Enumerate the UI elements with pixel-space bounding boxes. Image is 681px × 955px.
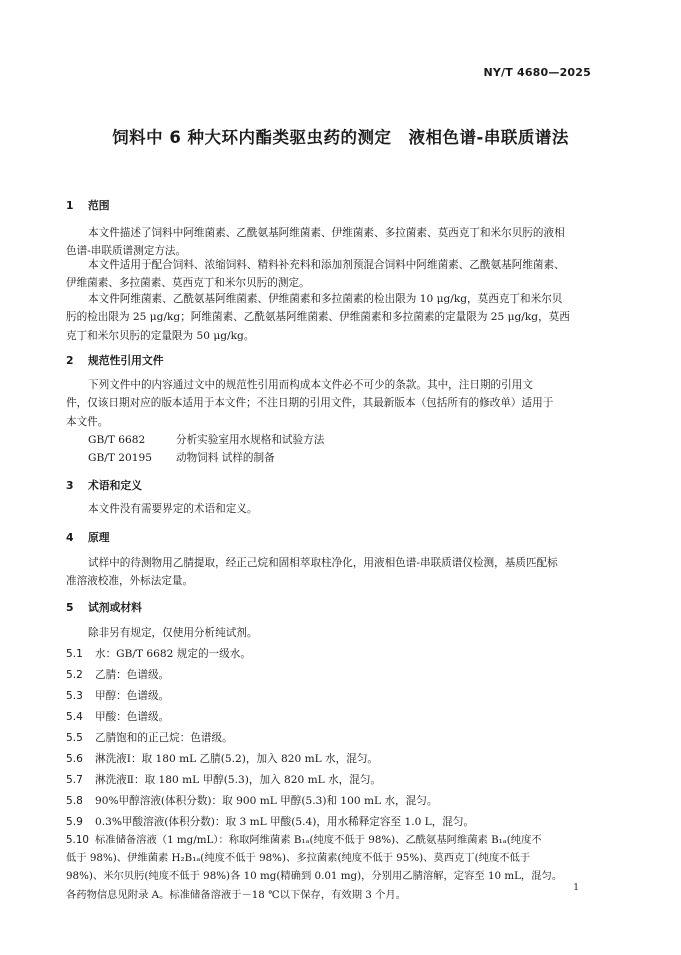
text-line: 标准储备溶液（1 mg/mL）：称取阿维菌素 B₁ₐ(纯度不低于 98%)、乙酰氨基阿维菌素 B₁ₐ(纯度不 bbox=[95, 834, 542, 846]
text-line: 肟的检出限为 25 μg/kg；阿维菌素、乙酰氨基阿维菌素、伊维菌素和多拉菌素的定量限为 25 μg/kg，莫西 bbox=[66, 311, 570, 324]
document-title: 饲料中 6 种大环内酯类驱虫药的测定 液相色谱-串联质谱法 bbox=[112, 128, 569, 147]
reagent-item bbox=[66, 667, 169, 682]
text-line: 本文件没有需要界定的术语和定义。 bbox=[88, 503, 258, 515]
reference-code: GB/T 20195 bbox=[88, 452, 152, 464]
item-text: 淋洗液Ⅱ：取 180 mL 甲醇(5.3)，加入 820 mL 水，混匀。 bbox=[95, 774, 382, 786]
section-title: 试剂或材料 bbox=[88, 601, 142, 614]
reagents-intro bbox=[66, 624, 606, 642]
reference-title: 分析实验室用水规格和试验方法 bbox=[176, 434, 325, 446]
text-line: 伊维菌素、多拉菌素、莫西克丁和米尔贝肟的测定。 bbox=[66, 277, 310, 290]
text-line: 本文件适用于配合饲料、浓缩饲料、精料补充料和添加剂预混合饲料中阿维菌素、乙酰氨基阿维菌素、 bbox=[88, 259, 565, 271]
reagent-item bbox=[66, 772, 381, 787]
section-number: 4 bbox=[66, 531, 74, 544]
item-number: 5.10 bbox=[66, 834, 89, 846]
item-text: 水：GB/T 6682 规定的一级水。 bbox=[95, 648, 251, 660]
section-title: 范围 bbox=[88, 199, 110, 212]
item-text: 90%甲醇溶液(体积分数)：取 900 mL 甲醇(5.3)和 100 mL 水，混匀。 bbox=[95, 795, 438, 807]
section-number: 1 bbox=[66, 199, 74, 212]
section-heading-4 bbox=[66, 530, 110, 545]
section-number: 3 bbox=[66, 479, 74, 492]
text-line: 除非另有规定，仅使用分析纯试剂。 bbox=[88, 627, 258, 639]
item-number: 5.9 bbox=[66, 816, 83, 828]
normative-intro bbox=[66, 376, 606, 431]
section-title: 术语和定义 bbox=[88, 479, 142, 492]
item-text: 乙腈饱和的正己烷：色谱级。 bbox=[95, 732, 233, 744]
text-line: 色谱-串联质谱测定方法。 bbox=[66, 245, 187, 258]
normative-reference bbox=[88, 450, 275, 465]
reagent-item-5-10 bbox=[66, 831, 606, 904]
reagent-item bbox=[66, 730, 233, 745]
item-text: 乙腈：色谱级。 bbox=[95, 669, 170, 681]
section-title: 原理 bbox=[88, 531, 110, 544]
standard-number: NY/T 4680—2025 bbox=[483, 66, 591, 79]
item-number: 5.5 bbox=[66, 732, 83, 744]
section-number: 5 bbox=[66, 601, 74, 614]
reagent-item bbox=[66, 793, 437, 808]
page-number: 1 bbox=[573, 883, 579, 893]
section-number: 2 bbox=[66, 354, 74, 367]
reagent-item bbox=[66, 709, 169, 724]
section-heading-1 bbox=[66, 198, 110, 213]
scope-paragraph-3 bbox=[66, 290, 606, 345]
principle-paragraph bbox=[66, 554, 606, 591]
text-line: 本文件。 bbox=[66, 415, 109, 428]
item-number: 5.1 bbox=[66, 648, 83, 660]
text-line: 准溶液校准，外标法定量。 bbox=[66, 575, 194, 588]
item-number: 5.7 bbox=[66, 774, 83, 786]
reagent-item bbox=[66, 814, 474, 829]
reference-title: 动物饲料 试样的制备 bbox=[176, 452, 275, 464]
item-text: 甲醇：色谱级。 bbox=[95, 690, 170, 702]
reagent-item bbox=[66, 751, 378, 766]
reference-code: GB/T 6682 bbox=[88, 434, 146, 446]
item-text: 甲酸：色谱级。 bbox=[95, 711, 170, 723]
section-heading-5 bbox=[66, 600, 142, 615]
item-number: 5.8 bbox=[66, 795, 83, 807]
item-number: 5.4 bbox=[66, 711, 83, 723]
text-line: 下列文件中的内容通过文中的规范性引用而构成本文件必不可少的条款。其中，注日期的引用文 bbox=[88, 379, 533, 391]
item-text: 0.3%甲酸溶液(体积分数)：取 3 mL 甲酸(5.4)，用水稀释定容至 1.0 L，混匀。 bbox=[95, 816, 475, 828]
section-heading-2 bbox=[66, 353, 164, 368]
text-line: 98%)、米尔贝肟(纯度不低于 98%)各 10 mg(精确到 0.01 mg)，分别用乙腈溶解，定容至 10 mL，混匀。 bbox=[66, 870, 563, 883]
item-text: 淋洗液Ⅰ：取 180 mL 乙腈(5.2)，加入 820 mL 水，混匀。 bbox=[95, 753, 379, 765]
section-title: 规范性引用文件 bbox=[88, 354, 164, 367]
text-line: 各药物信息见附录 A。标准储备溶液于－18 ℃以下保存，有效期 3 个月。 bbox=[66, 888, 407, 901]
terms-paragraph bbox=[66, 500, 606, 518]
text-line: 低于 98%)、伊维菌素 H₂B₁ₐ(纯度不低于 98%)、多拉菌素(纯度不低于 95%)、莫西克丁(纯度不低于 bbox=[66, 852, 531, 865]
reagent-item bbox=[66, 688, 169, 703]
text-line: 试样中的待测物用乙腈提取，经正己烷和固相萃取柱净化，用液相色谱-串联质谱仪检测，基质匹配标 bbox=[88, 557, 558, 569]
item-number: 5.2 bbox=[66, 669, 83, 681]
scope-paragraph-2 bbox=[66, 256, 606, 293]
reagent-item bbox=[66, 646, 251, 661]
text-line: 克丁和米尔贝肟的定量限为 50 μg/kg。 bbox=[66, 329, 255, 342]
item-number: 5.3 bbox=[66, 690, 83, 702]
text-line: 本文件阿维菌素、乙酰氨基阿维菌素、伊维菌素和多拉菌素的检出限为 10 μg/kg，莫西克丁和米尔贝 bbox=[88, 293, 563, 305]
section-heading-3 bbox=[66, 478, 142, 493]
text-line: 件，仅该日期对应的版本适用于本文件；不注日期的引用文件，其最新版本（包括所有的修改单）适用于 bbox=[66, 397, 554, 410]
normative-reference bbox=[88, 432, 324, 447]
item-number: 5.6 bbox=[66, 753, 83, 765]
text-line: 本文件描述了饲料中阿维菌素、乙酰氨基阿维菌素、伊维菌素、多拉菌素、莫西克丁和米尔贝肟的液相 bbox=[88, 227, 565, 239]
